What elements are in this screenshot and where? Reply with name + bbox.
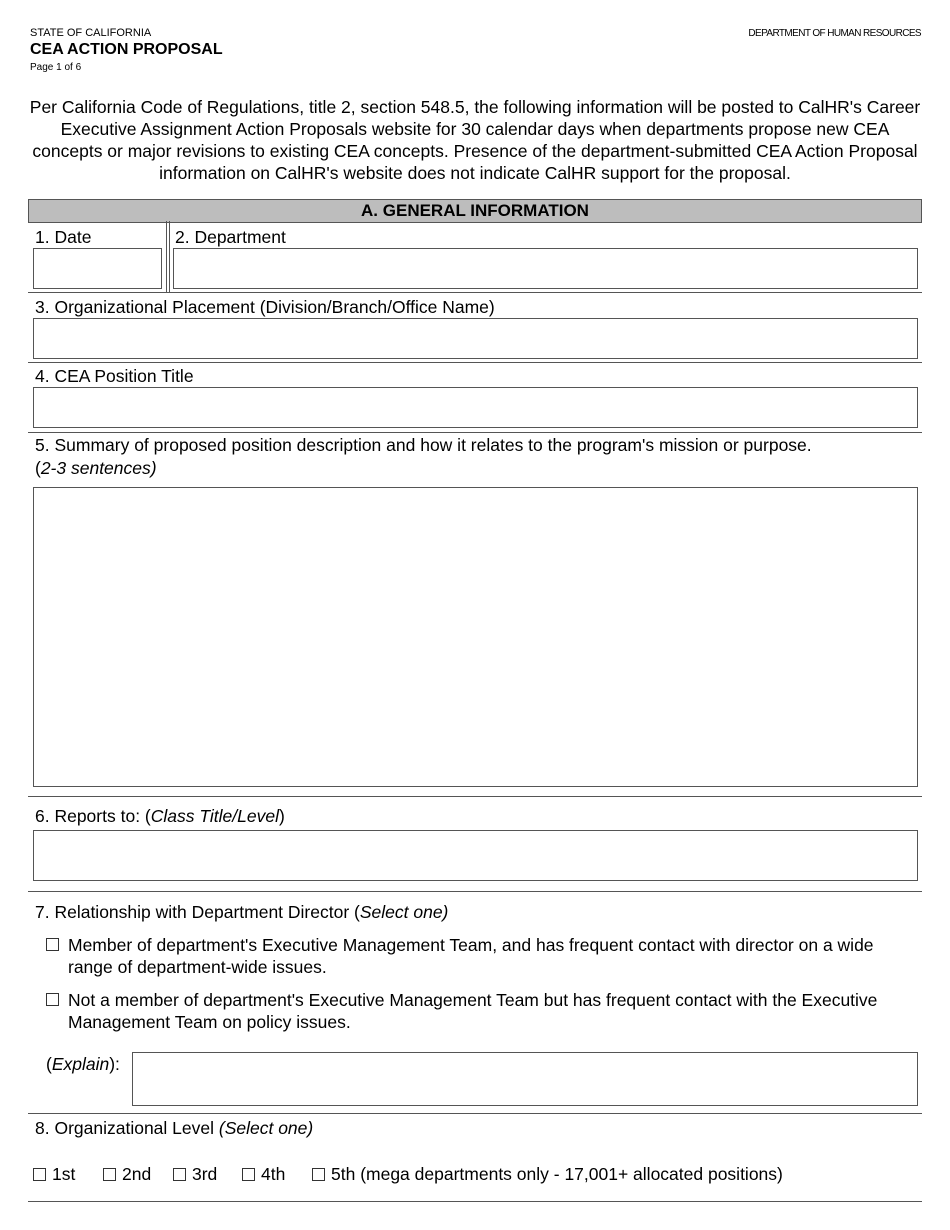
page-info: Page 1 of 6 [30,62,82,73]
divider [28,891,922,892]
divider [28,1201,922,1202]
org-level-label [35,1117,313,1139]
divider [28,796,922,797]
org-level-prefix: 8. Organizational Level [35,1118,219,1138]
summary-hint-text: 2-3 sentences) [40,458,157,478]
intro-paragraph: Per California Code of Regulations, title 2, section 548.5, the following information will be posted to CalHR's Career Executive Assignment Action Proposals website for 30 calendar days when departments propose new CEA concepts or major revisions to existing CEA concepts. Presence of the department-submitted CEA Action Proposal information on CalHR's website does not indicate CalHR support for the proposal. [29,97,921,183]
option-emt-nonmember: Not a member of department's Executive Management Team but has frequent contact with the Executive Management Team on policy issues. [68,990,878,1032]
explain-open: ( [46,1054,52,1074]
level-5th[interactable] [312,1163,783,1185]
relationship-prefix: 7. Relationship with Department Director ( [35,902,360,922]
level-2nd-label: 2nd [122,1164,152,1184]
position-title-field[interactable] [33,387,918,428]
level-4th[interactable] [242,1163,285,1185]
level-1st[interactable] [33,1163,75,1185]
level-4th-label: 4th [261,1164,286,1184]
org-placement-field[interactable] [33,318,918,359]
level-5th-label: 5th (mega departments only - 17,001+ allocated positions) [331,1164,783,1184]
option-emt-member: Member of department's Executive Management Team, and has frequent contact with director on a wide range of department-wide issues. [68,935,874,977]
position-title-label: 4. CEA Position Title [35,366,194,386]
reports-to-label [35,805,285,827]
form-title: CEA ACTION PROPOSAL [30,41,223,58]
divider [28,292,922,293]
checkbox-box[interactable] [173,1168,186,1181]
reports-to-field[interactable] [33,830,918,881]
level-2nd[interactable] [103,1163,151,1185]
checkbox-box[interactable] [312,1168,325,1181]
level-3rd[interactable] [173,1163,217,1185]
org-placement-label: 3. Organizational Placement (Division/Branch/Office Name) [35,297,495,317]
summary-hint-open: ( [35,458,41,478]
reports-to-prefix: 6. Reports to: ( [35,806,151,826]
checkbox-emt-nonmember[interactable] [46,992,65,1010]
state-label: STATE OF CALIFORNIA [30,27,152,39]
checkbox-box[interactable] [33,1168,46,1181]
divider [28,362,922,363]
date-label: 1. Date [35,227,92,247]
explain-label [46,1053,120,1075]
department-field[interactable] [173,248,918,289]
level-1st-label: 1st [52,1164,76,1184]
checkbox-box[interactable] [46,993,59,1006]
checkbox-box[interactable] [46,938,59,951]
summary-label: 5. Summary of proposed position description and how it relates to the program's mission or purpose. [35,435,812,455]
reports-to-suffix: ) [278,806,285,826]
column-divider [169,221,170,292]
summary-field[interactable] [33,487,918,787]
reports-to-hint: Class Title/Level [150,806,279,826]
level-3rd-label: 3rd [192,1164,218,1184]
explain-word: Explain [51,1054,110,1074]
divider [28,432,922,433]
explain-close: ): [109,1054,120,1074]
explain-field[interactable] [132,1052,918,1106]
column-divider [166,221,167,292]
relationship-hint: Select one) [359,902,449,922]
org-level-hint: (Select one) [218,1118,314,1138]
summary-hint [35,457,157,479]
checkbox-box[interactable] [103,1168,116,1181]
relationship-label [35,901,448,923]
checkbox-box[interactable] [242,1168,255,1181]
department-label: 2. Department [175,227,286,247]
divider [28,1113,922,1114]
department-name: DEPARTMENT OF HUMAN RESOURCES [748,28,921,39]
checkbox-emt-member[interactable] [46,937,65,955]
section-a-header: A. GENERAL INFORMATION [28,199,922,223]
date-field[interactable] [33,248,162,289]
